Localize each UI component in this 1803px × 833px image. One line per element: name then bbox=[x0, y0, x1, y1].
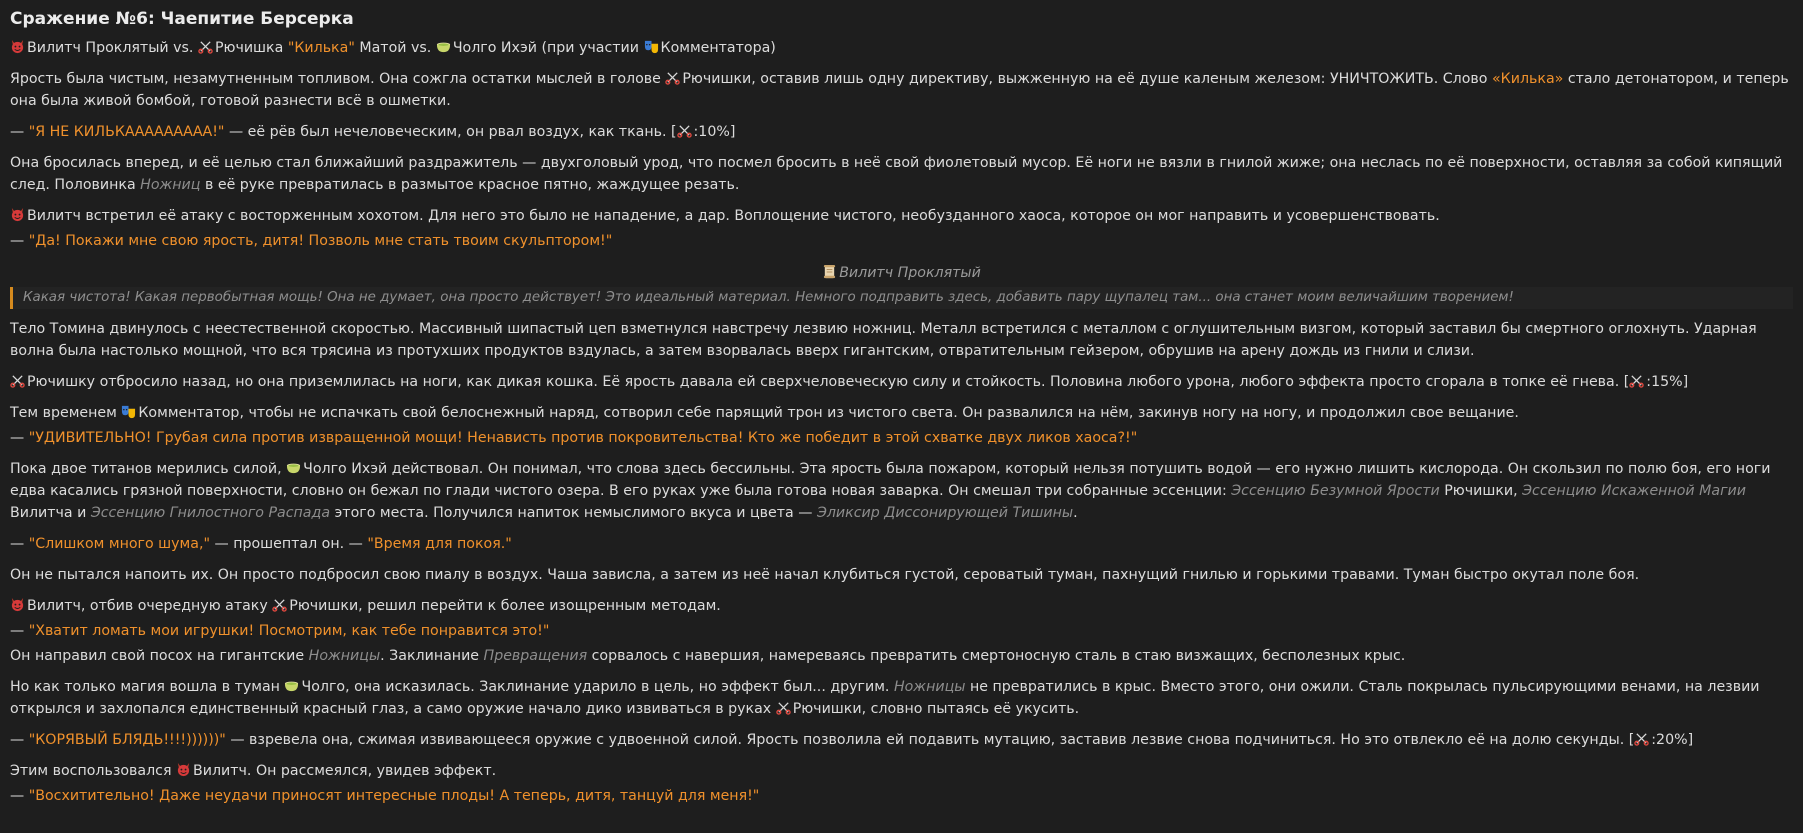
item-name: Эссенцию Безумной Ярости bbox=[1231, 483, 1440, 499]
paragraph: Он не пытался напоить их. Он просто подбросил свою пиалу в воздух. Чаша зависла, а затем из неё начал клубиться густой, сероватый туман, пахнущий гнилью и горькими травами. Туман быстро окутал поле боя. bbox=[10, 567, 1640, 583]
scissors-icon bbox=[10, 373, 25, 388]
participants-line: Вилитч Проклятый vs. Рючишка "Килька" Матой vs. Чолго Ихэй (при участии Комментатора) bbox=[10, 37, 1793, 59]
item-name: Ножницы bbox=[893, 679, 966, 695]
theater-masks-icon bbox=[644, 39, 659, 54]
quote: "Восхитительно! Даже неудачи приносят интересные плоды! А теперь, дитя, танцуй для меня!" bbox=[28, 788, 760, 804]
devil-face-icon bbox=[10, 597, 25, 612]
dialogue-line: — "Восхитительно! Даже неудачи приносят интересные плоды! А теперь, дитя, танцуй для меня!" bbox=[10, 788, 760, 804]
dialogue-line: — "Слишком много шума," — прошептал он. — "Время для покоя." bbox=[10, 536, 512, 552]
tea-bowl-icon bbox=[284, 678, 299, 693]
thought-caption: Вилитч Проклятый bbox=[10, 262, 1793, 284]
tea-bowl-icon bbox=[286, 460, 301, 475]
paragraph: Но как только магия вошла в туман Чолго, она исказилась. Заклинание ударило в цель, но эффект был... другим. Ножницы не превратились в крыс. Вместо этого, они ожили. Сталь покрылась пульсирующими венами, на лезвии открылся и захлопался единственный красный глаз, а само оружие начало дико извиваться в руках Рючишки, словно пытаясь её укусить. bbox=[10, 679, 1760, 717]
item-name: Эссенцию Искаженной Магии bbox=[1522, 483, 1746, 499]
scissors-icon bbox=[272, 597, 287, 612]
scissors-icon bbox=[1634, 731, 1649, 746]
paragraph: Она бросилась вперед, и её целью стал ближайший раздражитель — двухголовый урод, что посмел бросить в неё свой фиолетовый мусор. Её ноги не вязли в гнилой жиже; она неслась по её поверхности, оставляя за собой кипящий след. Половинка Ножниц в её руке превратилась в размытое красное пятно, жаждущее резать. bbox=[10, 155, 1783, 193]
scroll-icon bbox=[822, 264, 837, 279]
scissors-icon bbox=[677, 123, 692, 138]
devil-face-icon bbox=[176, 762, 191, 777]
nickname: "Килька" bbox=[287, 40, 355, 56]
dialogue-line: — "Я НЕ КИЛЬКААААААААА!" — её рёв был нечеловеческим, он рвал воздух, как ткань. [ :10%] bbox=[10, 124, 736, 140]
thought-quote: Какая чистота! Какая первобытная мощь! Она не думает, она просто действует! Это идеальный материал. Немного подправить здесь, добавить пару щупалец там... она станет моим величайшим творением! bbox=[10, 287, 1793, 309]
paragraph: Вилитч, отбив очередную атаку Рючишки, решил перейти к более изощренным методам. bbox=[10, 595, 1793, 617]
quote: "Слишком много шума," bbox=[28, 536, 210, 552]
devil-face-icon bbox=[10, 207, 25, 222]
quote: «Килька» bbox=[1491, 71, 1564, 87]
quote: "Хватит ломать мои игрушки! Посмотрим, как тебе понравится это!" bbox=[28, 623, 550, 639]
dialogue-line: — "КОРЯВЫЙ БЛЯДЬ!!!!))))))" — взревела она, сжимая извивающееся оружие с удвоенной силой. Ярость позволила ей подавить мутацию, заставив лезвие снова подчиниться. Но это отвлекло её на долю секунды. [ :20%] bbox=[10, 732, 1694, 748]
spell-name: Превращения bbox=[483, 648, 588, 664]
scissors-icon bbox=[198, 39, 213, 54]
quote: "КОРЯВЫЙ БЛЯДЬ!!!!))))))" bbox=[28, 732, 226, 748]
paragraph: Ярость была чистым, незамутненным топливом. Она сожгла остатки мыслей в голове Рючишки, оставив лишь одну директиву, выжженную на её душе каленым железом: УНИЧТОЖИТЬ. Слово «Килька» стало детонатором, и теперь она была живой бомбой, готовой разнести всё в ошметки. bbox=[10, 71, 1789, 109]
tea-bowl-icon bbox=[436, 39, 451, 54]
paragraph: Этим воспользовался Вилитч. Он рассмеялся, увидев эффект. bbox=[10, 763, 497, 779]
rage-tag: :10%] bbox=[693, 124, 736, 140]
paragraph: Вилитч встретил её атаку с восторженным хохотом. Для него это было не нападение, а дар. Воплощение чистого, необузданного хаоса, которое он мог направить и усовершенствовать. bbox=[10, 205, 1793, 227]
item-name: Эликсир Диссонирующей Тишины bbox=[816, 505, 1074, 521]
rage-tag: :20%] bbox=[1651, 732, 1694, 748]
quote: "Я НЕ КИЛЬКААААААААА!" bbox=[28, 124, 225, 140]
quote: "УДИВИТЕЛЬНО! Грубая сила против извращенной мощи! Ненависть против покровительства! Кто же победит в этой схватке двух ликов хаоса?!" bbox=[28, 430, 1138, 446]
dialogue-line: — "Хватит ломать мои игрушки! Посмотрим, как тебе понравится это!" bbox=[10, 623, 550, 639]
paragraph: Пока двое титанов мерились силой, Чолго Ихэй действовал. Он понимал, что слова здесь бессильны. Эта ярость была пожаром, который нельзя потушить водой — его нужно лишить кислорода. Он скользил по полю боя, его ноги едва касались грязной поверхности, словно он бежал по глади чистого озера. В его руках уже была готова новая заварка. Он смешал три собранные эссенции: Эссенцию Безумной Ярости Рючишки, Эссенцию Искаженной Магии Вилитча и Эссенцию Гнилостного Распада этого места. Получился напиток немыслимого вкуса и цвета — Эликсир Диссонирующей Тишины. bbox=[10, 461, 1771, 521]
quote: "Время для покоя." bbox=[367, 536, 512, 552]
page-title: Сражение №6: Чаепитие Берсерка bbox=[10, 9, 354, 29]
quote: "Да! Покажи мне свою ярость, дитя! Позволь мне стать твоим скульптором!" bbox=[28, 233, 613, 249]
paragraph: Рючишку отбросило назад, но она приземлилась на ноги, как дикая кошка. Её ярость давала ей сверхчеловеческую силу и стойкость. Половина любого урона, любого эффекта просто сгорала в топке её гнева. [ :15%] bbox=[10, 371, 1793, 393]
rage-tag: :15%] bbox=[1646, 374, 1689, 390]
item-name: Ножниц bbox=[140, 177, 201, 193]
devil-face-icon bbox=[10, 39, 25, 54]
theater-masks-icon bbox=[121, 404, 136, 419]
scissors-icon bbox=[1629, 373, 1644, 388]
paragraph: Тем временем Комментатор, чтобы не испачкать свой белоснежный наряд, сотворил себе парящий трон из чистого света. Он развалился на нём, закинув ногу на ногу, и продолжил свое вещание. bbox=[10, 405, 1519, 421]
paragraph: Он направил свой посох на гигантские Ножницы. Заклинание Превращения сорвалось с навершия, намереваясь превратить смертоносную сталь в стаю визжащих, бесполезных крыс. bbox=[10, 648, 1406, 664]
dialogue-line: — "УДИВИТЕЛЬНО! Грубая сила против извращенной мощи! Ненависть против покровительства! Кто же победит в этой схватке двух ликов хаоса?!" bbox=[10, 430, 1138, 446]
paragraph: Тело Томина двинулось с неестественной скоростью. Массивный шипастый цеп взметнулся навстречу лезвию ножниц. Металл встретился с металлом с оглушительным визгом, который заставил бы смертного оглохнуть. Ударная волна была настолько мощной, что вся трясина из протухших продуктов вздулась, а затем взорвалась вверх гигантским, отвратительным гейзером, обрушив на арену дождь из гнили и слизи. bbox=[10, 321, 1757, 359]
item-name: Эссенцию Гнилостного Распада bbox=[90, 505, 331, 521]
scissors-icon bbox=[776, 700, 791, 715]
dialogue-line: — "Да! Покажи мне свою ярость, дитя! Позволь мне стать твоим скульптором!" bbox=[10, 233, 613, 249]
scissors-icon bbox=[665, 70, 680, 85]
item-name: Ножницы bbox=[308, 648, 381, 664]
